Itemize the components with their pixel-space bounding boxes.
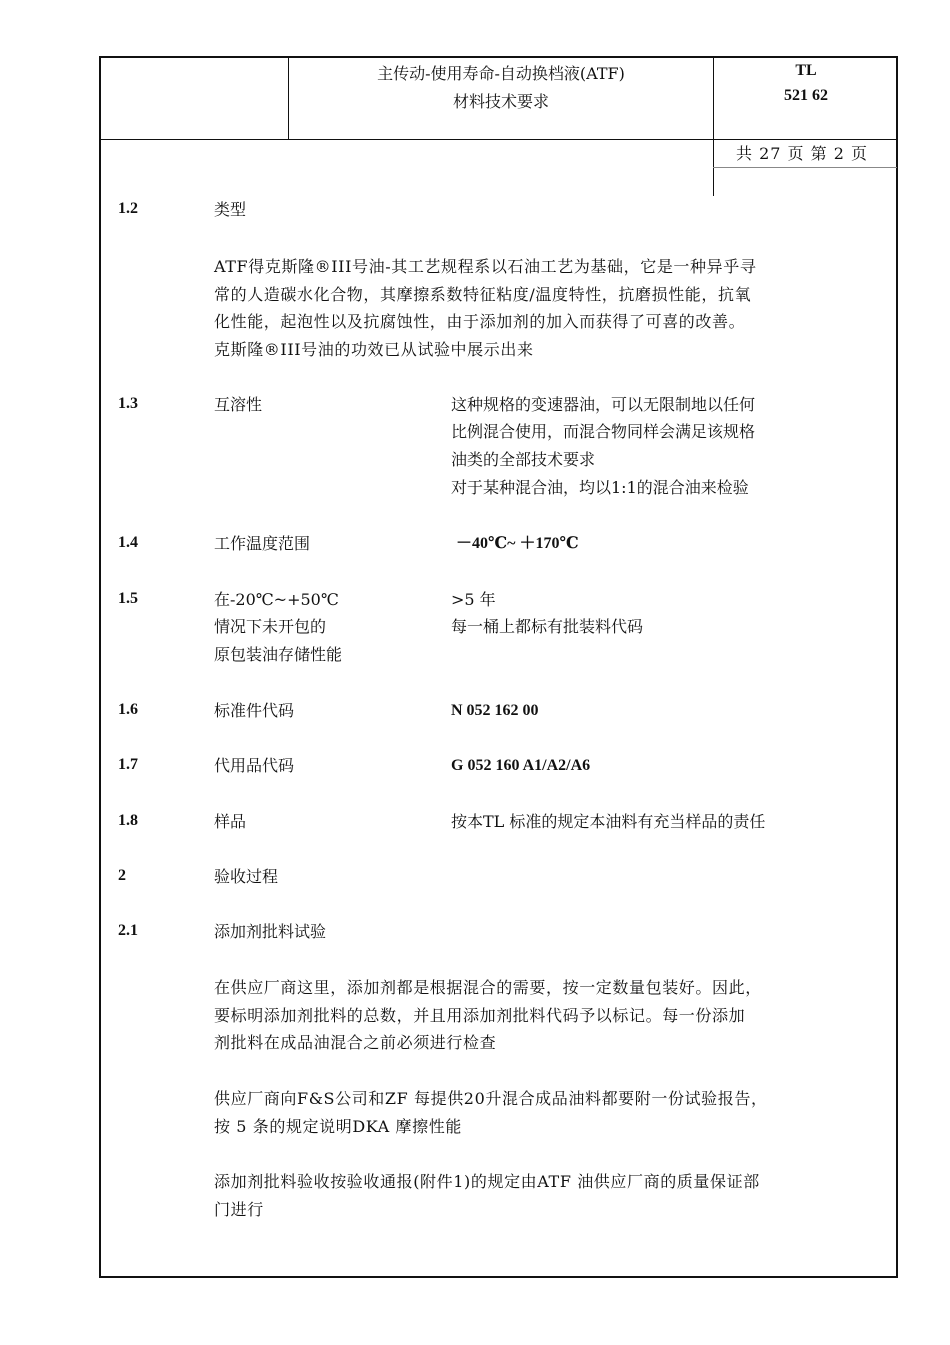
section-number: 1.7 [118, 756, 138, 773]
value-line: 这种规格的变速器油，可以无限制地以任何 [451, 395, 756, 414]
section-label-line: 原包装油存储性能 [214, 645, 343, 664]
section-label: 样品 [214, 812, 247, 831]
document-subtitle: 材料技术要求 [452, 92, 549, 111]
standard-code-number: 521 62 [784, 87, 828, 104]
paragraph-line: 添加剂批料验收按验收通报(附件1)的规定由ATF 油供应厂商的质量保证部 [214, 1172, 760, 1191]
standard-code-prefix: TL [795, 62, 817, 79]
section-number: 1.3 [118, 395, 138, 412]
value-line: 油类的全部技术要求 [451, 450, 596, 469]
paragraph-line: 门进行 [214, 1200, 264, 1219]
paragraph-line: 常的人造碳水化合物，其摩擦系数特征粘度/温度特性，抗磨损性能，抗氧 [214, 285, 752, 304]
section-label: 标准件代码 [214, 701, 295, 720]
paragraph-line: 供应厂商向F&S公司和ZF 每提供20升混合成品油料都要附一份试验报告， [214, 1089, 768, 1108]
standard-part-code: N 052 162 00 [451, 702, 539, 719]
section-number: 1.4 [118, 534, 138, 551]
section-label: 类型 [214, 200, 247, 219]
paragraph-line: 化性能，起泡性以及抗腐蚀性，由于添加剂的加入而获得了可喜的改善。 [214, 312, 746, 331]
paragraph-line: 克斯隆®III号油的功效已从试验中展示出来 [214, 340, 534, 359]
paragraph-line: 剂批料在成品油混合之前必须进行检查 [214, 1033, 497, 1052]
section-number: 1.8 [118, 812, 138, 829]
section-label: 添加剂批料试验 [214, 922, 327, 941]
section-number: 1.6 [118, 701, 138, 718]
section-label: 代用品代码 [214, 756, 295, 775]
paragraph-line: 在供应厂商这里，添加剂都是根据混合的需要，按一定数量包装好。因此， [214, 978, 762, 997]
substitute-code: G 052 160 A1/A2/A6 [451, 757, 591, 774]
document-title: 主传动-使用寿命-自动换档液(ATF) [377, 64, 625, 83]
value-line: 对于某种混合油，均以1:1的混合油来检验 [451, 478, 749, 497]
value-line: 每一桶上都标有批装料代码 [451, 617, 644, 636]
temperature-range-value: －40℃~ ＋170℃ [456, 535, 579, 552]
page-info: 共 27 页 第 2 页 [736, 144, 868, 163]
section-number: 2.1 [118, 922, 138, 939]
section-label: 互溶性 [214, 395, 263, 414]
section-number: 2 [118, 867, 126, 884]
section-label-line: 情况下未开包的 [214, 617, 327, 636]
section-label: 验收过程 [214, 867, 279, 886]
header-col-divider-1 [288, 56, 289, 140]
section-label: 工作温度范围 [214, 534, 311, 553]
paragraph-line: ATF得克斯隆®III号油-其工艺规程系以石油工艺为基础，它是一种异乎寻 [214, 257, 757, 276]
section-number: 1.2 [118, 200, 138, 217]
section-number: 1.5 [118, 590, 138, 607]
paragraph-line: 按 5 条的规定说明DKA 摩擦性能 [214, 1117, 462, 1136]
value-line: 按本TL 标准的规定本油料有充当样品的责任 [451, 812, 766, 831]
value-line: >5 年 [451, 590, 496, 609]
section-label: 在-20℃~+50℃ [214, 590, 339, 609]
paragraph-line: 要标明添加剂批料的总数，并且用添加剂批料代码予以标记。每一份添加 [214, 1006, 746, 1025]
value-line: 比例混合使用，而混合物同样会满足该规格 [451, 422, 756, 441]
